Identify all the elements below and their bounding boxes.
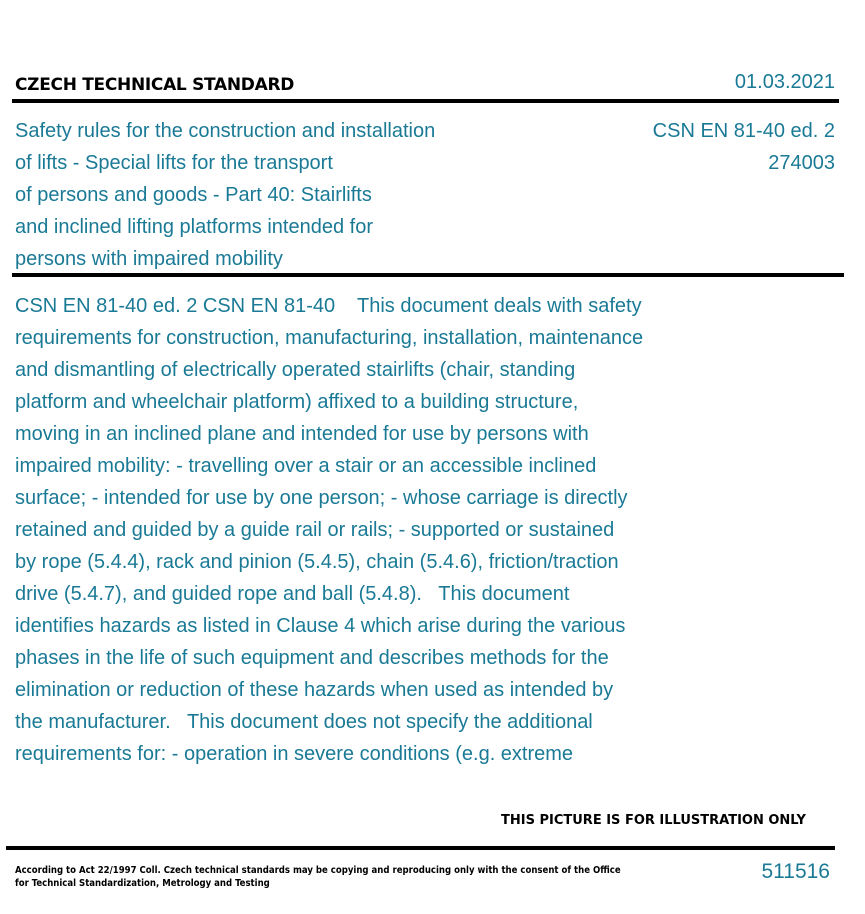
abstract-line: requirements for: - operation in severe conditions (e.g. extreme <box>15 743 574 765</box>
footer-divider <box>6 846 835 850</box>
abstract-line: platform and wheelchair platform) affixed to a building structure, <box>15 391 579 413</box>
abstract-line: the manufacturer. This document does not specify the additional <box>15 711 593 733</box>
document-number: 511516 <box>761 860 830 883</box>
abstract-line: moving in an inclined plane and intended for use by persons with <box>15 423 589 445</box>
abstract-line: and dismantling of electrically operated stairlifts (chair, standing <box>15 359 576 381</box>
abstract-line: by rope (5.4.4), rack and pinion (5.4.5), chain (5.4.6), friction/traction <box>15 551 619 573</box>
abstract-line: retained and guided by a guide rail or rails; - supported or sustained <box>15 519 615 541</box>
class-number: 274003 <box>768 152 835 174</box>
illustration-disclaimer: THIS PICTURE IS FOR ILLUSTRATION ONLY <box>501 813 806 828</box>
abstract-line: surface; - intended for use by one person; - whose carriage is directly <box>15 487 628 509</box>
header-divider <box>12 99 839 103</box>
standard-title <box>15 115 485 275</box>
title-line: of lifts - Special lifts for the transport <box>15 152 333 174</box>
title-line: Safety rules for the construction and installation <box>15 120 436 142</box>
abstract-line: drive (5.4.7), and guided rope and ball (5.4.8). This document <box>15 583 570 605</box>
publication-date: 01.03.2021 <box>734 71 835 93</box>
abstract-line: phases in the life of such equipment and describes methods for the <box>15 647 609 669</box>
title-divider <box>12 273 844 277</box>
legal-line: According to Act 22/1997 Coll. Czech technical standards may be copying and reproducing only with the consent of the Office <box>15 865 621 876</box>
abstract-line: impaired mobility: - travelling over a stair or an accessible inclined <box>15 455 597 477</box>
abstract-line: requirements for construction, manufacturing, installation, maintenance <box>15 327 644 349</box>
title-line: of persons and goods - Part 40: Stairlifts <box>15 184 372 206</box>
abstract-line: elimination or reduction of these hazards when used as intended by <box>15 679 614 701</box>
abstract-line: CSN EN 81-40 ed. 2 CSN EN 81-40 This document deals with safety <box>15 295 642 317</box>
title-line: persons with impaired mobility <box>15 248 283 270</box>
legal-line: for Technical Standardization, Metrology and Testing <box>15 878 270 889</box>
standard-identifiers <box>653 115 835 179</box>
abstract-line: identifies hazards as listed in Clause 4 which arise during the various <box>15 615 626 637</box>
legal-notice <box>15 864 621 890</box>
title-line: and inclined lifting platforms intended for <box>15 216 373 238</box>
standard-code: CSN EN 81-40 ed. 2 <box>652 120 835 142</box>
document-type-heading: CZECH TECHNICAL STANDARD <box>15 75 295 95</box>
abstract-text <box>15 290 705 770</box>
